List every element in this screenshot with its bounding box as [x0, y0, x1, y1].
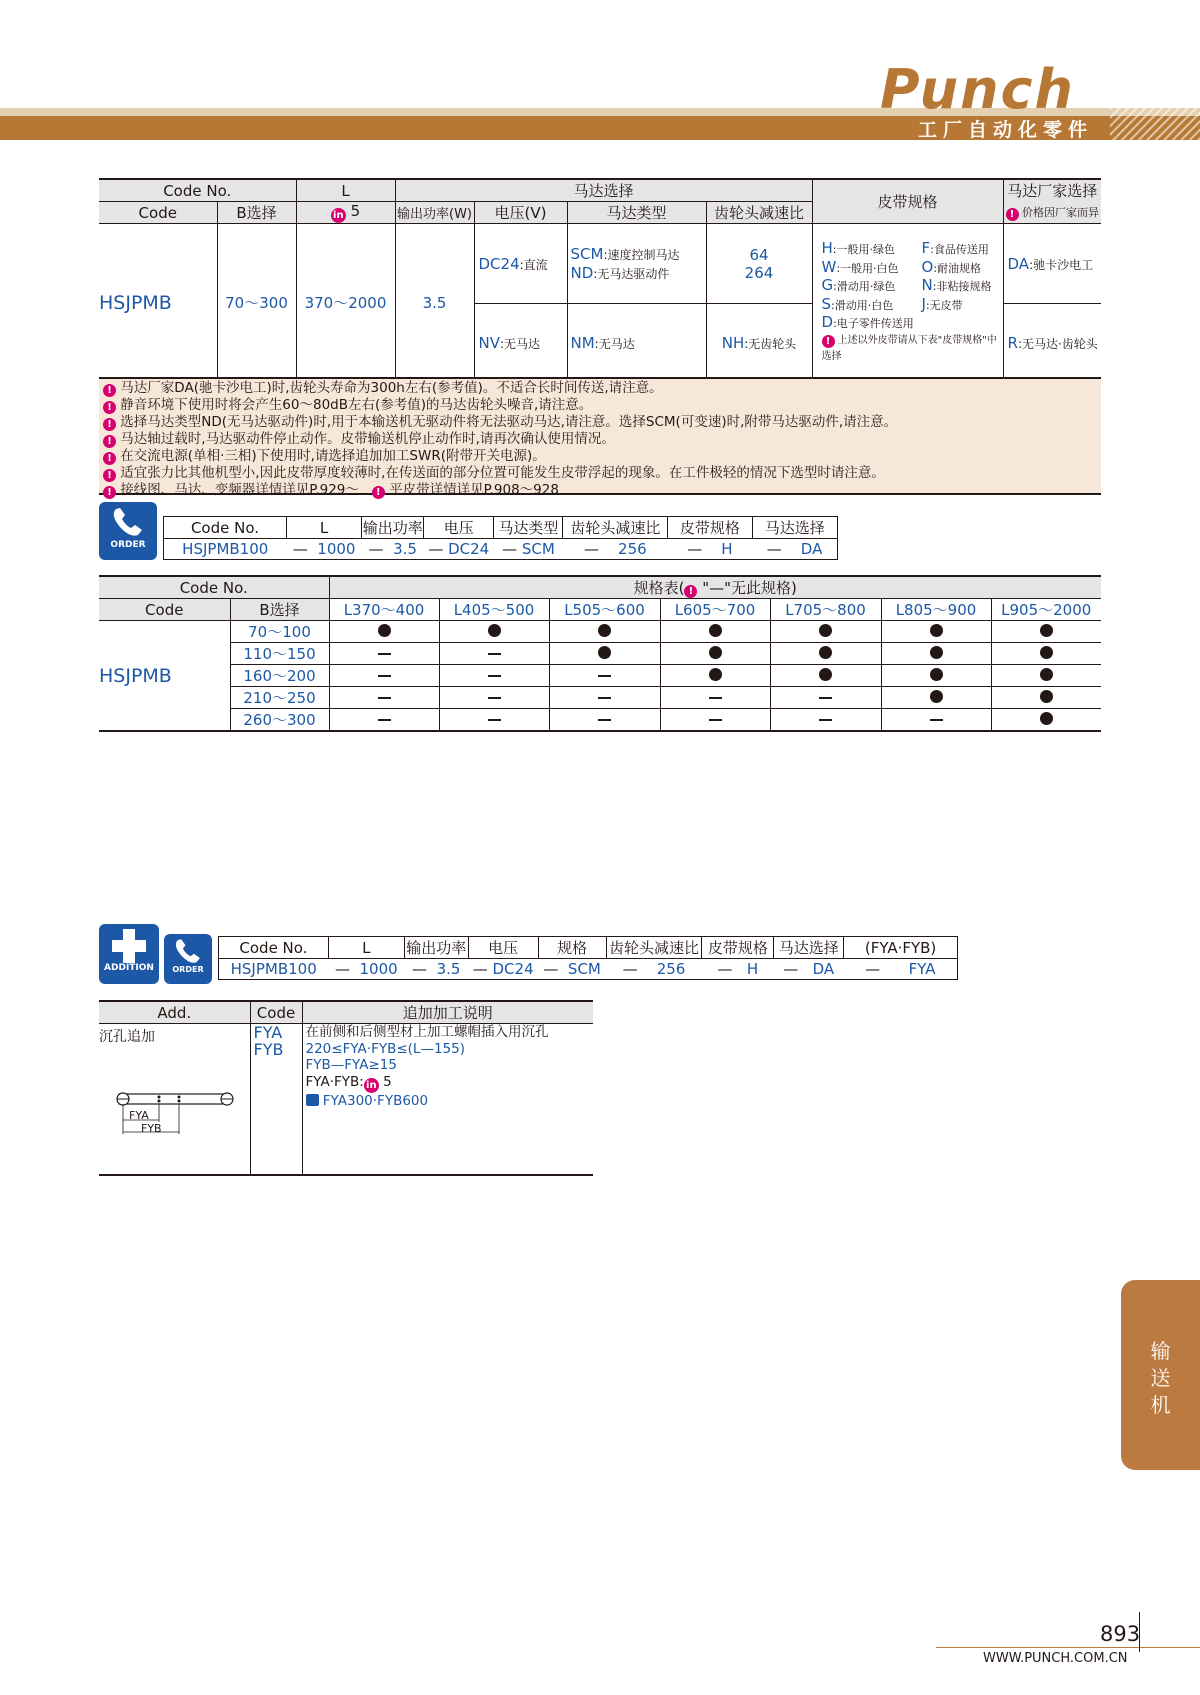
o1-v-power: — 3.5: [368, 540, 417, 558]
m-h-title: 规格表( ! "—"无此规格): [329, 576, 1101, 599]
dash-icon: [378, 653, 391, 655]
matrix-row: [99, 643, 1101, 665]
dash-icon: [709, 719, 722, 721]
o1-h-ratio: 齿轮头减速比: [563, 517, 668, 539]
a-codes: FYA FYB: [250, 1024, 302, 1175]
dot-icon: [819, 668, 832, 681]
power-value: 3.5: [395, 224, 474, 382]
unavailable-mark: [439, 687, 549, 709]
available-mark: [660, 665, 770, 687]
o2-v-ratio: — 256: [622, 960, 686, 978]
available-mark: [881, 665, 991, 687]
a-name-cell: [99, 1024, 250, 1175]
warning-icon: !: [103, 452, 116, 465]
increment-icon: in: [331, 208, 346, 223]
h-ratio: 齿轮头减速比: [706, 202, 812, 224]
order-2-table: [218, 936, 958, 980]
available-mark: [770, 643, 881, 665]
o2-v-spec: — SCM: [543, 960, 601, 978]
ratio-nh: NH:无齿轮头: [706, 304, 812, 382]
warning-icon: !: [372, 486, 385, 499]
increment-icon: in: [364, 1078, 379, 1093]
available-mark: [881, 621, 991, 643]
dash-icon: [488, 653, 501, 655]
side-tab-label: 输 送 机: [1150, 1339, 1171, 1417]
matrix-b-range: 210～250: [230, 687, 329, 709]
m-col: L405～500: [439, 599, 549, 621]
matrix-b-range: 160～200: [230, 665, 329, 687]
matrix-code: HSJPMB: [99, 621, 230, 732]
o1-v-code: HSJPMB100: [182, 540, 269, 558]
h-motor-type: 马达类型: [567, 202, 706, 224]
dot-icon: [819, 646, 832, 659]
m-col: L370～400: [329, 599, 439, 621]
available-mark: [549, 643, 660, 665]
brand-subtitle: 工厂自动化零件: [918, 119, 1094, 141]
m-col: L505～600: [549, 599, 660, 621]
voltage-nv: NV:无马达: [474, 304, 567, 382]
warning-icon: !: [103, 435, 116, 448]
warning-icon: !: [103, 418, 116, 431]
brand-logo: Punch: [880, 58, 1075, 121]
dash-icon: [598, 719, 611, 721]
m-col: L905～2000: [1001, 601, 1092, 619]
note-item: ! 马达轴过载时,马达驱动件停止动作。皮带输送机停止动作时,请再次确认使用情况。: [103, 431, 1097, 448]
product-code: HSJPMB: [99, 224, 217, 382]
order-badge: ORDER: [99, 502, 157, 560]
warning-icon: !: [103, 384, 116, 397]
unavailable-mark: [439, 709, 549, 732]
dash-icon: [378, 697, 391, 699]
available-mark: [881, 643, 991, 665]
o1-h-motor: 马达类型: [494, 517, 563, 539]
warning-icon: !: [684, 585, 697, 598]
o2-h-fya: (FYA·FYB): [864, 938, 937, 957]
o1-v-voltage: — DC24: [428, 540, 490, 558]
note-item: ! 静音环境下使用时将会产生60～80dB左右(参考值)的马达齿轮头噪音,请注意。: [103, 397, 1097, 414]
fig-fyb-label: FYB: [141, 1122, 162, 1135]
h-power: 输出功率(W): [395, 202, 474, 224]
a-h-code: Code: [250, 1001, 302, 1024]
a-h-desc: 追加加工说明: [302, 1001, 593, 1024]
dot-icon: [598, 624, 611, 637]
o1-v-maker: — DA: [766, 540, 823, 558]
unavailable-mark: [660, 687, 770, 709]
dash-icon: [378, 675, 391, 677]
available-mark: [439, 621, 549, 643]
maker-da: DA:驰卡沙电工: [1003, 224, 1101, 304]
m-h-code: Code: [99, 599, 230, 621]
h-l-step: in 5: [296, 202, 395, 224]
a-h-add: Add.: [99, 1001, 250, 1024]
m-col: L605～700: [660, 599, 770, 621]
dash-icon: [378, 719, 391, 721]
o1-v-ratio: — 256: [583, 540, 647, 558]
dot-icon: [1040, 668, 1053, 681]
m-h-code-no: Code No.: [99, 576, 329, 599]
h-maker-select: 马达厂家选择: [1003, 179, 1101, 202]
o1-h-belt: 皮带规格: [668, 517, 752, 539]
available-mark: [991, 621, 1101, 643]
available-mark: [991, 665, 1101, 687]
o2-h-code: Code No.: [219, 937, 329, 959]
available-mark: [770, 621, 881, 643]
unavailable-mark: [881, 709, 991, 732]
matrix-row: [99, 687, 1101, 709]
dot-icon: [930, 668, 943, 681]
h-code-no: Code No.: [99, 179, 296, 202]
unavailable-mark: [329, 687, 439, 709]
note-item: ! 在交流电源(单相·三相)下使用时,请选择追加加工SWR(附带开关电源)。: [103, 448, 1097, 465]
a-desc: 在前侧和后侧型材上加工螺帽插入用沉孔 220≤FYA·FYB≤(L—155) FYB—FYA≥15 FYA·FYB: in 5 FYA300·FYB600: [305, 1024, 549, 1109]
h-motor-select: 马达选择: [395, 179, 812, 202]
o1-h-voltage: 电压: [424, 517, 494, 539]
unavailable-mark: [329, 643, 439, 665]
unavailable-mark: [329, 665, 439, 687]
motor-nm: NM:无马达: [567, 304, 706, 382]
available-mark: [991, 643, 1101, 665]
l-range: 370～2000: [296, 224, 395, 382]
h-code: Code: [99, 202, 217, 224]
o1-v-l: — 1000: [292, 540, 356, 558]
dash-icon: [488, 719, 501, 721]
header-hatch: [1110, 108, 1200, 140]
matrix-row: [99, 665, 1101, 687]
m-col: L805～900: [881, 599, 991, 621]
ratio-values: 64 264: [706, 224, 812, 304]
dot-icon: [709, 646, 722, 659]
note-item: ! 选择马达类型ND(无马达驱动件)时,用于本输送机无驱动件将无法驱动马达,请注意。选择SCM(可变速)时,附带马达驱动件,请注意。: [103, 414, 1097, 431]
available-mark: [881, 687, 991, 709]
available-mark: [660, 621, 770, 643]
note-item: ! 适宜张力比其他机型小,因此皮带厚度较薄时,在传送面的部分位置可能发生皮带浮起的现象。在工件极轻的情况下选型时请注意。: [103, 465, 1097, 482]
order-1-table: [163, 516, 838, 560]
warning-icon: !: [103, 469, 116, 482]
h-l: L: [296, 179, 395, 202]
m-h-b: B选择: [230, 599, 329, 621]
dash-icon: [819, 697, 832, 699]
unavailable-mark: [660, 709, 770, 732]
available-mark: [770, 665, 881, 687]
available-mark: [549, 621, 660, 643]
o2-h-maker: 马达选择: [774, 937, 844, 959]
o1-v-belt: — H: [687, 540, 733, 558]
addition-badge: ADDITION: [99, 924, 159, 984]
h-belt-spec: 皮带规格: [812, 179, 1003, 224]
unavailable-mark: [549, 709, 660, 732]
unavailable-mark: [439, 643, 549, 665]
notes-box: [99, 377, 1101, 498]
voltage-dc24: DC24:直流: [474, 224, 567, 304]
dash-icon: [488, 697, 501, 699]
o2-h-ratio: 齿轮头减速比: [606, 937, 702, 959]
unavailable-mark: [549, 687, 660, 709]
h-maker-note: ! 价格因厂家而异: [1003, 202, 1101, 224]
dot-icon: [1040, 712, 1053, 725]
belt-options: H:一般用·绿色 F:食品传送用 W:一般用·白色 O:耐油规格 G:滑动用·绿色 N:非粘接规格 S:滑动用·白色 J:无皮带 D:电子零件传送用 ! 上述以外皮带请从下表"皮带规格"中选择: [812, 224, 1003, 382]
o2-v-fya: — FYA: [865, 960, 936, 978]
dash-icon: [709, 697, 722, 699]
matrix-row: [99, 709, 1101, 732]
o2-v-l: — 1000: [334, 960, 398, 978]
o2-v-power: — 3.5: [412, 960, 461, 978]
o1-h-power: 输出功率: [362, 517, 424, 539]
o1-v-motor: — SCM: [502, 540, 555, 558]
plus-icon: [109, 926, 149, 966]
available-mark: [991, 687, 1101, 709]
h-voltage: 电压(V): [474, 202, 567, 224]
matrix-row: [99, 621, 1101, 643]
dot-icon: [488, 624, 501, 637]
warning-icon: !: [822, 335, 835, 348]
order-badge-2: ORDER: [164, 934, 212, 984]
dot-icon: [930, 624, 943, 637]
dash-icon: [819, 719, 832, 721]
dot-icon: [819, 624, 832, 637]
spec-table: [99, 178, 1101, 382]
dot-icon: [930, 646, 943, 659]
fig-fya-label: FYA: [129, 1109, 149, 1122]
dot-icon: [709, 624, 722, 637]
matrix-b-range: 70～100: [230, 621, 329, 643]
warning-icon: !: [103, 401, 116, 414]
warning-icon: !: [103, 486, 116, 499]
category-side-tab[interactable]: [1121, 1280, 1200, 1470]
unavailable-mark: [770, 687, 881, 709]
o2-h-belt: 皮带规格: [702, 937, 774, 959]
o2-v-voltage: — DC24: [472, 960, 534, 978]
phone-icon: [108, 505, 148, 541]
b-range: 70～300: [217, 224, 296, 382]
dash-icon: [930, 719, 943, 721]
o1-h-code: Code No.: [164, 517, 287, 539]
a-name: 沉孔追加: [99, 1029, 155, 1045]
maker-r: R:无马达·齿轮头: [1007, 333, 1098, 352]
dot-icon: [709, 668, 722, 681]
warning-icon: !: [1006, 208, 1019, 221]
o2-h-voltage: 电压: [468, 937, 538, 959]
matrix-b-range: 260～300: [230, 709, 329, 732]
o1-h-maker: 马达选择: [764, 519, 825, 537]
dash-icon: [598, 675, 611, 677]
dot-icon: [378, 624, 391, 637]
note-item: ! 马达厂家DA(驰卡沙电工)时,齿轮头寿命为300h左右(参考值)。不适合长时间传送,请注意。: [103, 380, 1097, 397]
h-b: B选择: [217, 202, 296, 224]
dash-icon: [598, 697, 611, 699]
o2-v-code: HSJPMB100: [230, 960, 317, 978]
o2-v-maker: — DA: [783, 960, 835, 978]
note-item: ! 接线图、马达、变频器详情详见P.929～ ! 平皮带详情详见P.908～928: [103, 482, 1097, 499]
page-number: 893: [1100, 1622, 1141, 1646]
size-matrix: [99, 575, 1101, 732]
o2-v-belt: — H: [717, 960, 759, 978]
available-mark: [329, 621, 439, 643]
dot-icon: [598, 646, 611, 659]
matrix-b-range: 110～150: [230, 643, 329, 665]
unavailable-mark: [770, 709, 881, 732]
dot-icon: [1040, 646, 1053, 659]
unavailable-mark: [439, 665, 549, 687]
o2-h-l: L: [328, 937, 404, 959]
dot-icon: [1040, 690, 1053, 703]
dash-icon: [488, 675, 501, 677]
o2-h-spec: 规格: [538, 937, 606, 959]
addition-table: [99, 1000, 593, 1176]
motor-types: SCM:速度控制马达 ND:无马达驱动件: [567, 224, 706, 304]
available-mark: [991, 709, 1101, 732]
footer-url: WWW.PUNCH.COM.CN: [983, 1651, 1128, 1666]
o2-h-power: 输出功率: [404, 937, 468, 959]
available-mark: [660, 643, 770, 665]
dot-icon: [930, 690, 943, 703]
phone-icon: [306, 1094, 319, 1106]
m-col: L705～800: [770, 599, 881, 621]
footer-line: [936, 1647, 1200, 1648]
unavailable-mark: [329, 709, 439, 732]
unavailable-mark: [549, 665, 660, 687]
phone-icon: [171, 936, 205, 968]
o1-h-l: L: [287, 517, 362, 539]
dot-icon: [1040, 624, 1053, 637]
